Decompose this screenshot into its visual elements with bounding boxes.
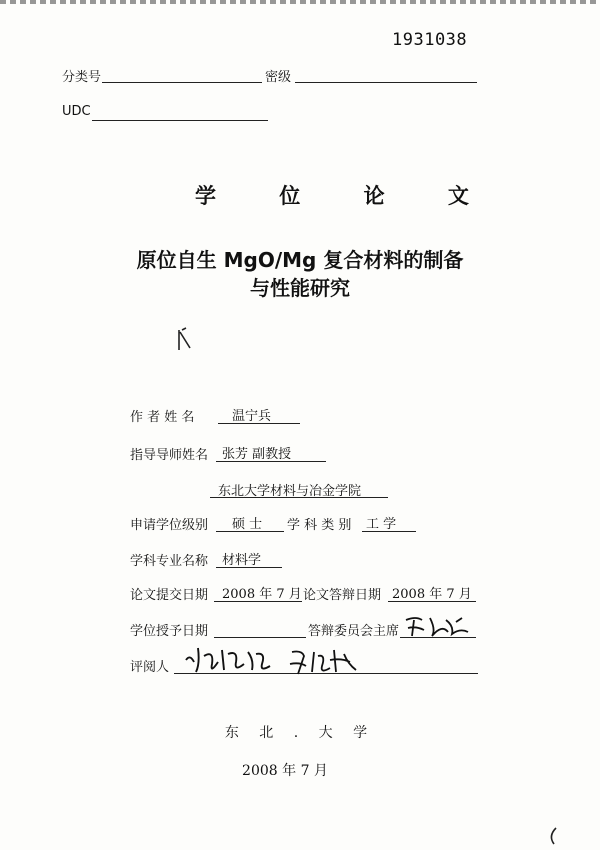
degree-level-label: 申请学位级别 bbox=[130, 518, 209, 533]
discipline-category-label: 学 科 类 别 bbox=[287, 518, 352, 533]
university-name: 东 北 . 大 学 bbox=[224, 725, 376, 741]
advisor-name: 张芳 副教授 bbox=[222, 447, 292, 462]
committee-chair-signature bbox=[402, 612, 474, 642]
affiliation-line bbox=[210, 497, 388, 498]
advisor-affiliation: 东北大学材料与冶金学院 bbox=[218, 484, 362, 499]
thesis-type-heading: 学 位 论 文 bbox=[195, 184, 497, 208]
discipline-category: 工 学 bbox=[366, 517, 397, 532]
scan-mark bbox=[546, 826, 560, 846]
secrecy-label: 密级 bbox=[265, 70, 292, 85]
pen-mark bbox=[176, 326, 196, 354]
author-name: 温宁兵 bbox=[232, 409, 272, 424]
udc-field bbox=[92, 120, 268, 121]
author-label: 作 者 姓 名 bbox=[130, 410, 195, 425]
committee-chair-label: 答辩委员会主席 bbox=[308, 624, 400, 639]
defense-date: 2008 年 7 月 bbox=[392, 587, 472, 602]
document-number: 1931038 bbox=[392, 30, 468, 50]
major-label: 学科专业名称 bbox=[130, 554, 209, 569]
reviewer-signature-2 bbox=[286, 644, 366, 678]
thesis-title-line1: 原位自生 MgO/Mg 复合材料的制备 bbox=[136, 248, 464, 272]
thesis-title-line2: 与性能研究 bbox=[250, 276, 350, 300]
advisor-label: 指导导师姓名 bbox=[130, 448, 209, 463]
major: 材料学 bbox=[222, 553, 262, 568]
footer-date: 2008 年 7 月 bbox=[242, 763, 328, 779]
scan-edge bbox=[0, 0, 600, 4]
degree-conferral-line bbox=[214, 637, 306, 638]
secrecy-field bbox=[295, 82, 477, 83]
classification-label: 分类号 bbox=[62, 70, 102, 85]
degree-conferral-label: 学位授予日期 bbox=[130, 624, 209, 639]
reviewer-signature-1 bbox=[182, 640, 274, 680]
classification-field bbox=[102, 82, 262, 83]
submit-date: 2008 年 7 月 bbox=[222, 587, 302, 602]
submit-date-label: 论文提交日期 bbox=[130, 588, 209, 603]
degree-level: 硕 士 bbox=[232, 517, 263, 532]
defense-date-label: 论文答辩日期 bbox=[303, 588, 382, 603]
udc-label: UDC bbox=[62, 104, 91, 119]
reviewer-label: 评阅人 bbox=[130, 660, 170, 675]
